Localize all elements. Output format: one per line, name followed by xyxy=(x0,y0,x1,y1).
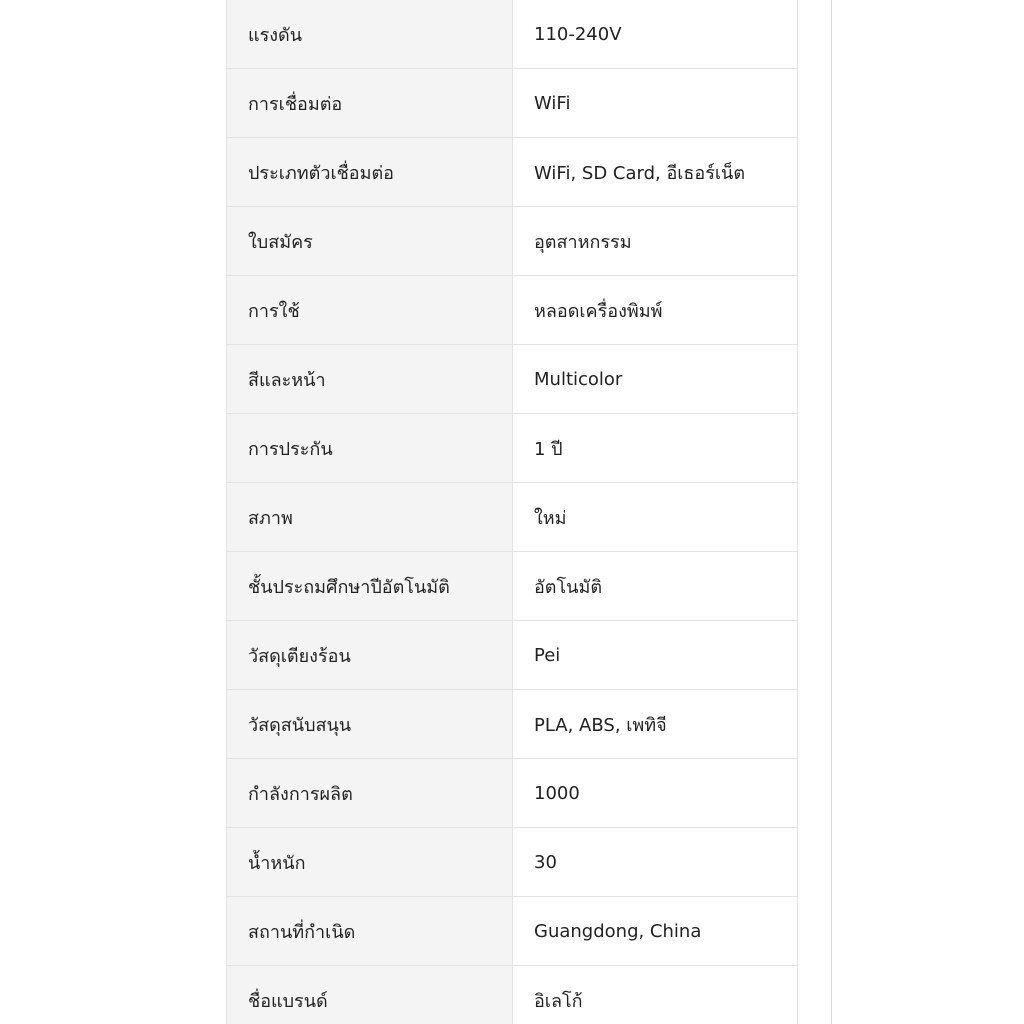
spec-label-heated-bed: วัสดุเตียงร้อน xyxy=(227,621,513,690)
table-row xyxy=(227,759,798,828)
table-row xyxy=(227,69,798,138)
spec-label-voltage: แรงดัน xyxy=(227,0,513,69)
table-row xyxy=(227,345,798,414)
spec-label-origin: สถานที่กำเนิด xyxy=(227,897,513,966)
table-row xyxy=(227,276,798,345)
spec-label-usage: การใช้ xyxy=(227,276,513,345)
spec-label-supported-material: วัสดุสนับสนุน xyxy=(227,690,513,759)
spec-value-origin: Guangdong, China xyxy=(513,897,798,966)
spec-value-connector-type: WiFi, SD Card, อีเธอร์เน็ต xyxy=(513,138,798,207)
table-row xyxy=(227,552,798,621)
spec-value-color: Multicolor xyxy=(513,345,798,414)
spec-label-connector-type: ประเภทตัวเชื่อมต่อ xyxy=(227,138,513,207)
spec-value-supported-material: PLA, ABS, เพทิจี xyxy=(513,690,798,759)
spec-label-color: สีและหน้า xyxy=(227,345,513,414)
spec-value-capacity: 1000 xyxy=(513,759,798,828)
spec-value-heated-bed: Pei xyxy=(513,621,798,690)
spec-value-connectivity: WiFi xyxy=(513,69,798,138)
spec-label-auto-level: ชั้นประถมศึกษาปีอัตโนมัติ xyxy=(227,552,513,621)
table-row xyxy=(227,897,798,966)
spec-label-connectivity: การเชื่อมต่อ xyxy=(227,69,513,138)
spec-value-warranty: 1 ปี xyxy=(513,414,798,483)
spec-value-usage: หลอดเครื่องพิมพ์ xyxy=(513,276,798,345)
table-row xyxy=(227,207,798,276)
table-row xyxy=(227,414,798,483)
table-row xyxy=(227,483,798,552)
spec-value-application: อุตสาหกรรม xyxy=(513,207,798,276)
spec-label-warranty: การประกัน xyxy=(227,414,513,483)
spec-label-application: ใบสมัคร xyxy=(227,207,513,276)
table-row xyxy=(227,0,798,69)
spec-value-voltage: 110-240V xyxy=(513,0,798,69)
spec-value-weight: 30 xyxy=(513,828,798,897)
spec-label-weight: น้ำหนัก xyxy=(227,828,513,897)
spec-value-brand: อิเลโก้ xyxy=(513,966,798,1024)
spec-label-condition: สภาพ xyxy=(227,483,513,552)
table-row xyxy=(227,621,798,690)
spec-label-brand: ชื่อแบรนด์ xyxy=(227,966,513,1024)
table-row xyxy=(227,966,798,1024)
content-divider xyxy=(831,0,832,1024)
spec-table xyxy=(226,0,798,1024)
table-row xyxy=(227,138,798,207)
spec-value-auto-level: อัตโนมัติ xyxy=(513,552,798,621)
spec-value-condition: ใหม่ xyxy=(513,483,798,552)
table-row xyxy=(227,690,798,759)
table-row xyxy=(227,828,798,897)
spec-label-capacity: กำลังการผลิต xyxy=(227,759,513,828)
